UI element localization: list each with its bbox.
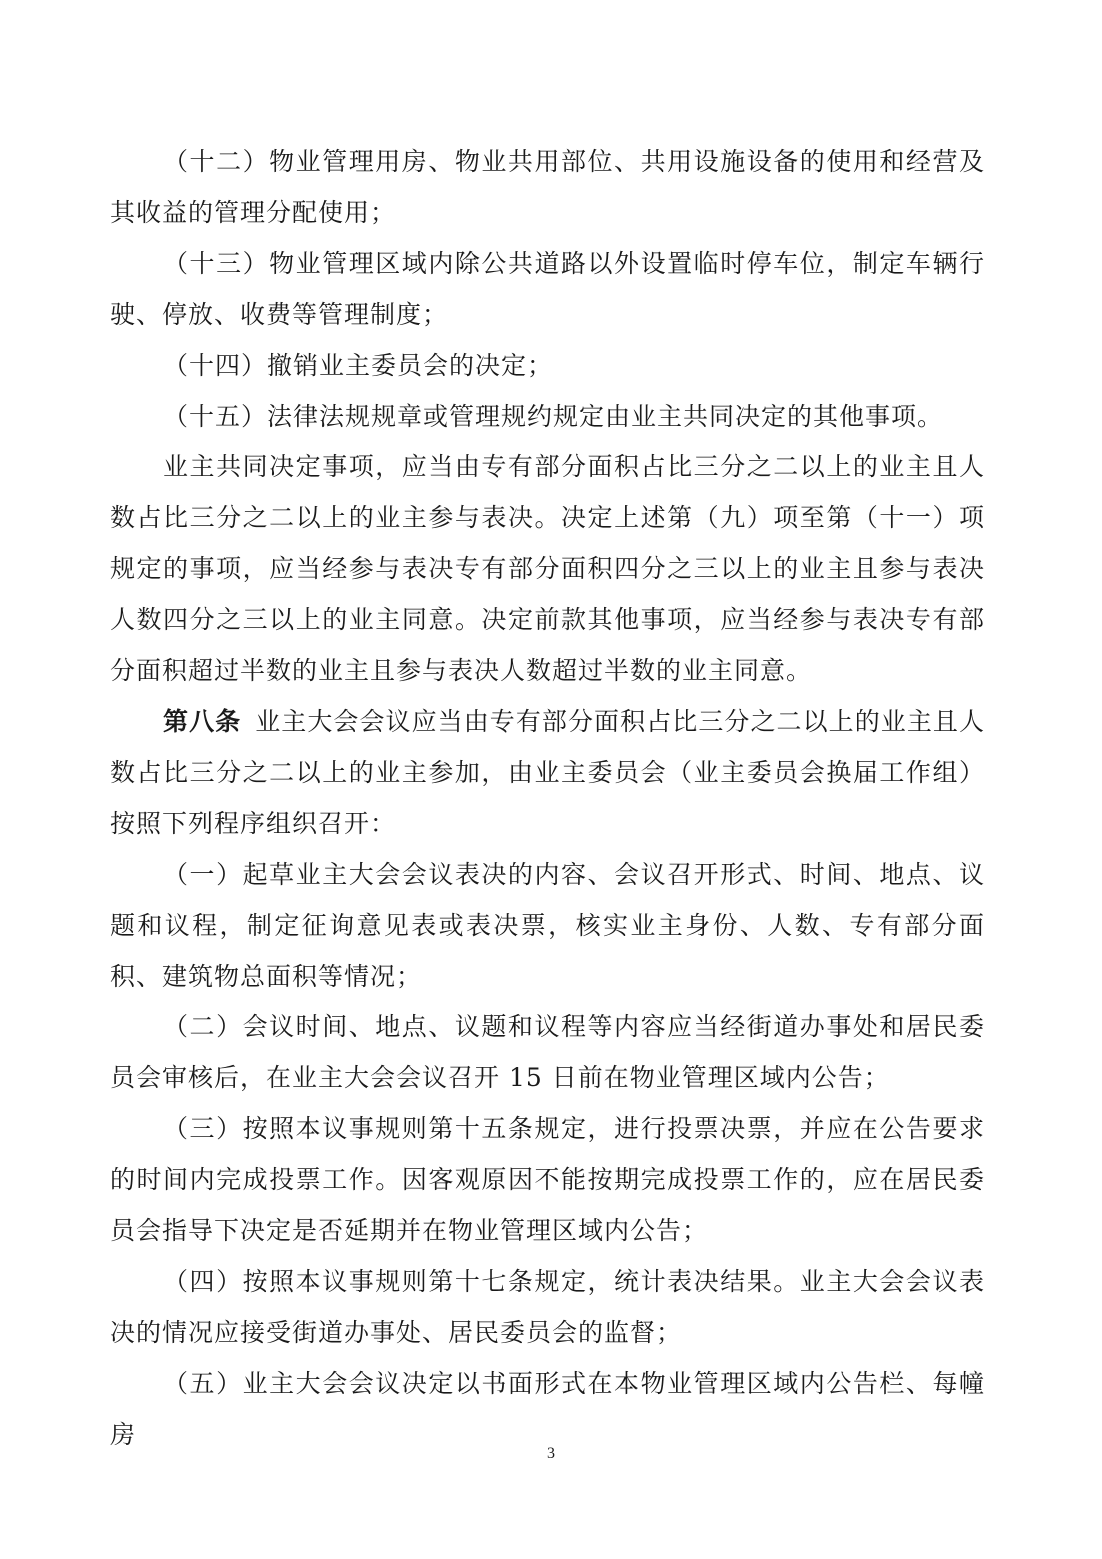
document-body <box>110 137 985 1461</box>
paragraph-procedure-2: （二）会议时间、地点、议题和议程等内容应当经街道办事处和居民委员会审核后，在业主大会会议召开 15 日前在物业管理区域内公告； <box>110 1012 985 1093</box>
paragraph-procedure-1: （一）起草业主大会会议表决的内容、会议召开形式、时间、地点、议题和议程，制定征询意见表或表决票，核实业主身份、人数、专有部分面积、建筑物总面积等情况； <box>110 859 985 991</box>
article-8-text: 业主大会会议应当由专有部分面积占比三分之二以上的业主且人数占比三分之二以上的业主参加，由业主委员会（业主委员会换届工作组）按照下列程序组织召开： <box>110 706 985 838</box>
page-number: 3 <box>547 1445 555 1462</box>
paragraph-article-8 <box>110 697 985 850</box>
paragraph-procedure-3: （三）按照本议事规则第十五条规定，进行投票决票，并应在公告要求的时间内完成投票工作。因客观原因不能按期完成投票工作的，应在居民委员会指导下决定是否延期并在物业管理区域内公告； <box>110 1114 985 1246</box>
paragraph-item-14: （十四）撤销业主委员会的决定； <box>163 350 554 380</box>
paragraph-procedure-5: （五）业主大会会议决定以书面形式在本物业管理区域内公告栏、每幢房 <box>110 1368 985 1449</box>
paragraph-procedure-4: （四）按照本议事规则第十七条规定，统计表决结果。业主大会会议表决的情况应接受街道办事处、居民委员会的监督； <box>110 1266 985 1347</box>
paragraph-item-12: （十二）物业管理用房、物业共用部位、共用设施设备的使用和经营及其收益的管理分配使用； <box>110 147 985 227</box>
paragraph-item-13: （十三）物业管理区域内除公共道路以外设置临时停车位，制定车辆行驶、停放、收费等管理制度； <box>110 248 985 329</box>
article-8-heading: 第八条 <box>163 706 242 736</box>
paragraph-item-15: （十五）法律法规规章或管理规约规定由业主共同决定的其他事项。 <box>163 401 944 431</box>
paragraph-voting-rules: 业主共同决定事项，应当由专有部分面积占比三分之二以上的业主且人数占比三分之二以上的业主参与表决。决定上述第（九）项至第（十一）项规定的事项，应当经参与表决专有部分面积四分之三以上的业主且参与表决人数四分之三以上的业主同意。决定前款其他事项，应当经参与表决专有部分面积超过半数的业主且参与表决人数超过半数的业主同意。 <box>110 452 985 686</box>
